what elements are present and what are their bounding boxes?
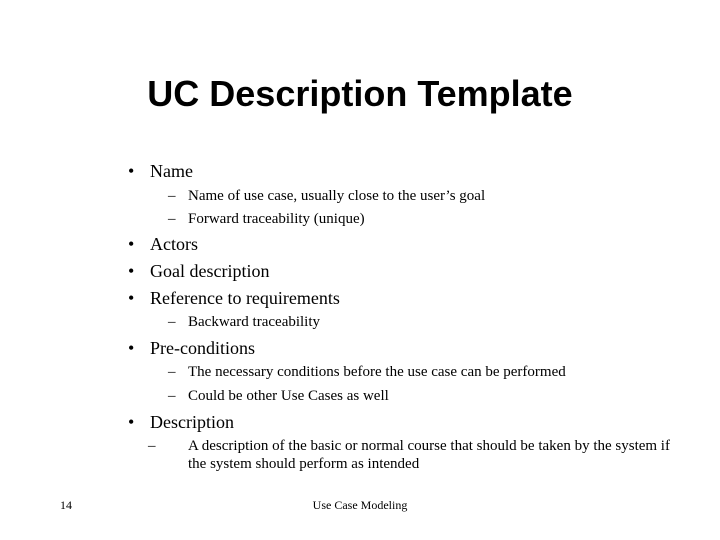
bullet-icon: •: [128, 161, 135, 181]
bullet-label: Reference to requirements: [150, 288, 340, 308]
dash-icon: –: [168, 388, 176, 404]
bullet-item-name: [128, 160, 193, 182]
bullet-icon: •: [128, 288, 135, 308]
sub-item: [168, 187, 485, 205]
bullet-icon: •: [128, 234, 135, 254]
dash-icon: –: [168, 211, 176, 227]
dash-icon: –: [148, 438, 156, 454]
bullet-icon: •: [128, 338, 135, 358]
sub-item: [168, 363, 566, 381]
sub-item: [168, 313, 320, 331]
sub-item: [148, 437, 688, 473]
bullet-item-actors: [128, 233, 198, 255]
footer-title: Use Case Modeling: [312, 498, 408, 512]
sub-item-text: Name of use case, usually close to the user’s goal: [188, 188, 486, 204]
page-number: 14: [60, 498, 72, 512]
dash-icon: –: [168, 314, 176, 330]
sub-item-text: Forward traceability (unique): [188, 211, 365, 227]
sub-item: [168, 387, 389, 405]
dash-icon: –: [168, 188, 176, 204]
sub-item-text: Could be other Use Cases as well: [188, 388, 389, 404]
bullet-icon: •: [128, 261, 135, 281]
bullet-label: Pre-conditions: [150, 338, 255, 358]
bullet-label: Name: [150, 161, 193, 181]
dash-icon: –: [168, 364, 176, 380]
bullet-label: Actors: [150, 234, 198, 254]
slide-title: UC Description Template: [147, 73, 573, 114]
bullet-label: Description: [150, 412, 234, 432]
bullet-item-pre-conditions: [128, 337, 255, 359]
sub-item-text: Backward traceability: [188, 314, 321, 330]
sub-item: [168, 210, 365, 228]
bullet-item-description: [128, 411, 234, 433]
bullet-icon: •: [128, 412, 135, 432]
bullet-item-goal-description: [128, 260, 269, 282]
bullet-item-reference-to-requirements: [128, 287, 340, 309]
bullet-label: Goal description: [150, 261, 270, 281]
sub-item-text: The necessary conditions before the use case can be performed: [188, 364, 566, 380]
sub-item-text: A description of the basic or normal course that should be taken by the system if the system should perform as intended: [188, 438, 670, 472]
